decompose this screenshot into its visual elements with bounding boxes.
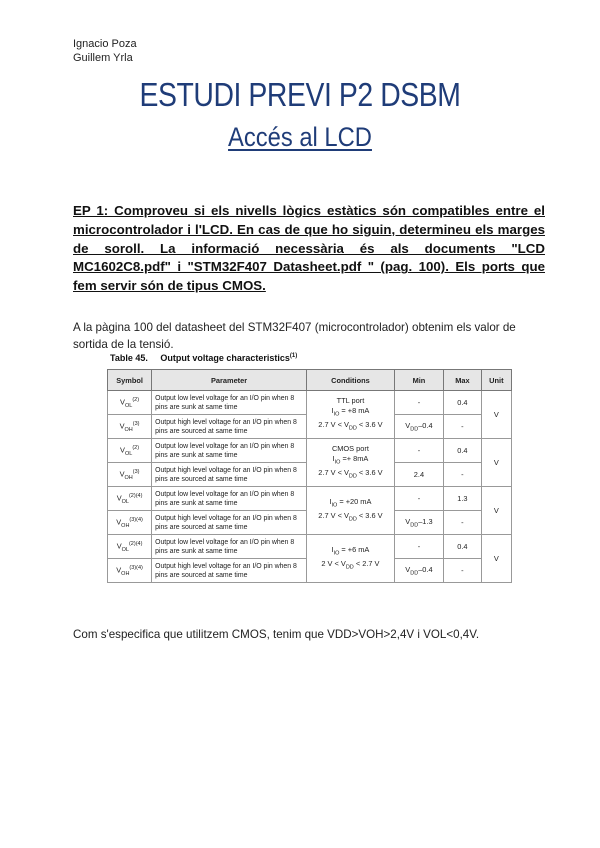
unit-cell: V bbox=[481, 391, 511, 439]
header-cell: Conditions bbox=[307, 370, 395, 391]
min-cell: - bbox=[394, 535, 443, 559]
parameter-cell: Output high level voltage for an I/O pin when 8 pins are sourced at same time bbox=[152, 463, 307, 487]
table-note: (1) bbox=[289, 353, 298, 359]
header-cell: Unit bbox=[481, 370, 511, 391]
header-cell: Symbol bbox=[108, 370, 152, 391]
max-cell: 0.4 bbox=[444, 391, 482, 415]
parameter-cell: Output low level voltage for an I/O pin when 8 pins are sunk at same time bbox=[152, 439, 307, 463]
table-row bbox=[108, 487, 512, 511]
conditions-cell: $I_{IO} = +20$ mA 2.7 $V < V_{DD} < 3.6$ V bbox=[307, 487, 395, 535]
table-caption bbox=[110, 353, 297, 363]
unit-cell: V bbox=[481, 535, 511, 583]
symbol-cell: $V_{OH}^{(3)(4)}$ bbox=[108, 559, 152, 583]
parameter-cell: Output high level voltage for an I/O pin when 8 pins are sourced at same time bbox=[152, 415, 307, 439]
intro-paragraph: A la pàgina 100 del datasheet del STM32F407 (microcontrolador) obtenim els valor de sortida de la tensió. bbox=[73, 321, 516, 351]
conditions-cell: TTL port $I_{IO} = +8$ mA 2.7 $V < V_{DD} < 3.6$ V bbox=[307, 391, 395, 439]
document-title: ESTUDI PREVI P2 DSBM bbox=[139, 76, 461, 113]
min-cell: $V_{DD}-0.4$ bbox=[394, 559, 443, 583]
symbol-cell: $V_{OL}^{(2)}$ bbox=[108, 391, 152, 415]
max-cell: 0.4 bbox=[444, 535, 482, 559]
min-cell: - bbox=[394, 439, 443, 463]
min-cell: - bbox=[394, 391, 443, 415]
parameter-cell: Output low level voltage for an I/O pin when 8 pins are sunk at same time bbox=[152, 535, 307, 559]
min-cell: $V_{DD}-1.3$ bbox=[394, 511, 443, 535]
conclusion-paragraph: Com s'especifica que utilitzem CMOS, tenim que VDD>VOH>2,4V i VOL<0,4V. bbox=[73, 628, 480, 641]
table-header-row bbox=[108, 370, 512, 391]
symbol-cell: $V_{OH}^{(3)}$ bbox=[108, 415, 152, 439]
authors bbox=[73, 37, 137, 65]
symbol-cell: $V_{OL}^{(2)(4)}$ bbox=[108, 535, 152, 559]
unit-cell: V bbox=[481, 439, 511, 487]
max-cell: - bbox=[444, 463, 482, 487]
parameter-cell: Output low level voltage for an I/O pin when 8 pins are sunk at same time bbox=[152, 391, 307, 415]
conditions-cell: $I_{IO} = +6$ mA 2 $V < V_{DD} < 2.7$ V bbox=[307, 535, 395, 583]
conditions-cell: CMOS port $I_{IO} =+ 8mA$ 2.7 $V < V_{DD} < 3.6$ V bbox=[307, 439, 395, 487]
header-cell: Parameter bbox=[152, 370, 307, 391]
max-cell: 1.3 bbox=[444, 487, 482, 511]
table-number: Table 45. bbox=[110, 353, 148, 363]
header-cell: Max bbox=[444, 370, 482, 391]
max-cell: - bbox=[444, 415, 482, 439]
table-title: Output voltage characteristics bbox=[160, 353, 290, 363]
max-cell: - bbox=[444, 559, 482, 583]
symbol-cell: $V_{OL}^{(2)(4)}$ bbox=[108, 487, 152, 511]
unit-cell: V bbox=[481, 487, 511, 535]
max-cell: 0.4 bbox=[444, 439, 482, 463]
table-row bbox=[108, 535, 512, 559]
symbol-cell: $V_{OH}^{(3)(4)}$ bbox=[108, 511, 152, 535]
parameter-cell: Output high level voltage for an I/O pin when 8 pins are sourced at same time bbox=[152, 511, 307, 535]
max-cell: - bbox=[444, 511, 482, 535]
parameter-cell: Output high level voltage for an I/O pin when 8 pins are sourced at same time bbox=[152, 559, 307, 583]
table-row bbox=[108, 391, 512, 415]
header-cell: Min bbox=[394, 370, 443, 391]
author-name: Guillem Yrla bbox=[73, 52, 133, 64]
document-subtitle: Accés al LCD bbox=[228, 122, 372, 152]
output-voltage-table bbox=[107, 369, 512, 583]
table-row bbox=[108, 439, 512, 463]
exercise-statement: EP 1: Comproveu si els nivells lògics estàtics són compatibles entre el microcontrolador i l'LCD. En cas de que ho siguin, determineu els marges de soroll. La informació necessària és als documents "LCD MC1602C8.pdf" i "STM32F407 Datasheet.pdf " (pag. 100). Els ports que fem servir són de tipus CMOS. bbox=[73, 203, 545, 294]
min-cell: $V_{DD}-0.4$ bbox=[394, 415, 443, 439]
symbol-cell: $V_{OH}^{(3)}$ bbox=[108, 463, 152, 487]
author-name: Ignacio Poza bbox=[73, 38, 137, 50]
min-cell: - bbox=[394, 487, 443, 511]
parameter-cell: Output low level voltage for an I/O pin when 8 pins are sunk at same time bbox=[152, 487, 307, 511]
min-cell: 2.4 bbox=[394, 463, 443, 487]
symbol-cell: $V_{OL}^{(2)}$ bbox=[108, 439, 152, 463]
